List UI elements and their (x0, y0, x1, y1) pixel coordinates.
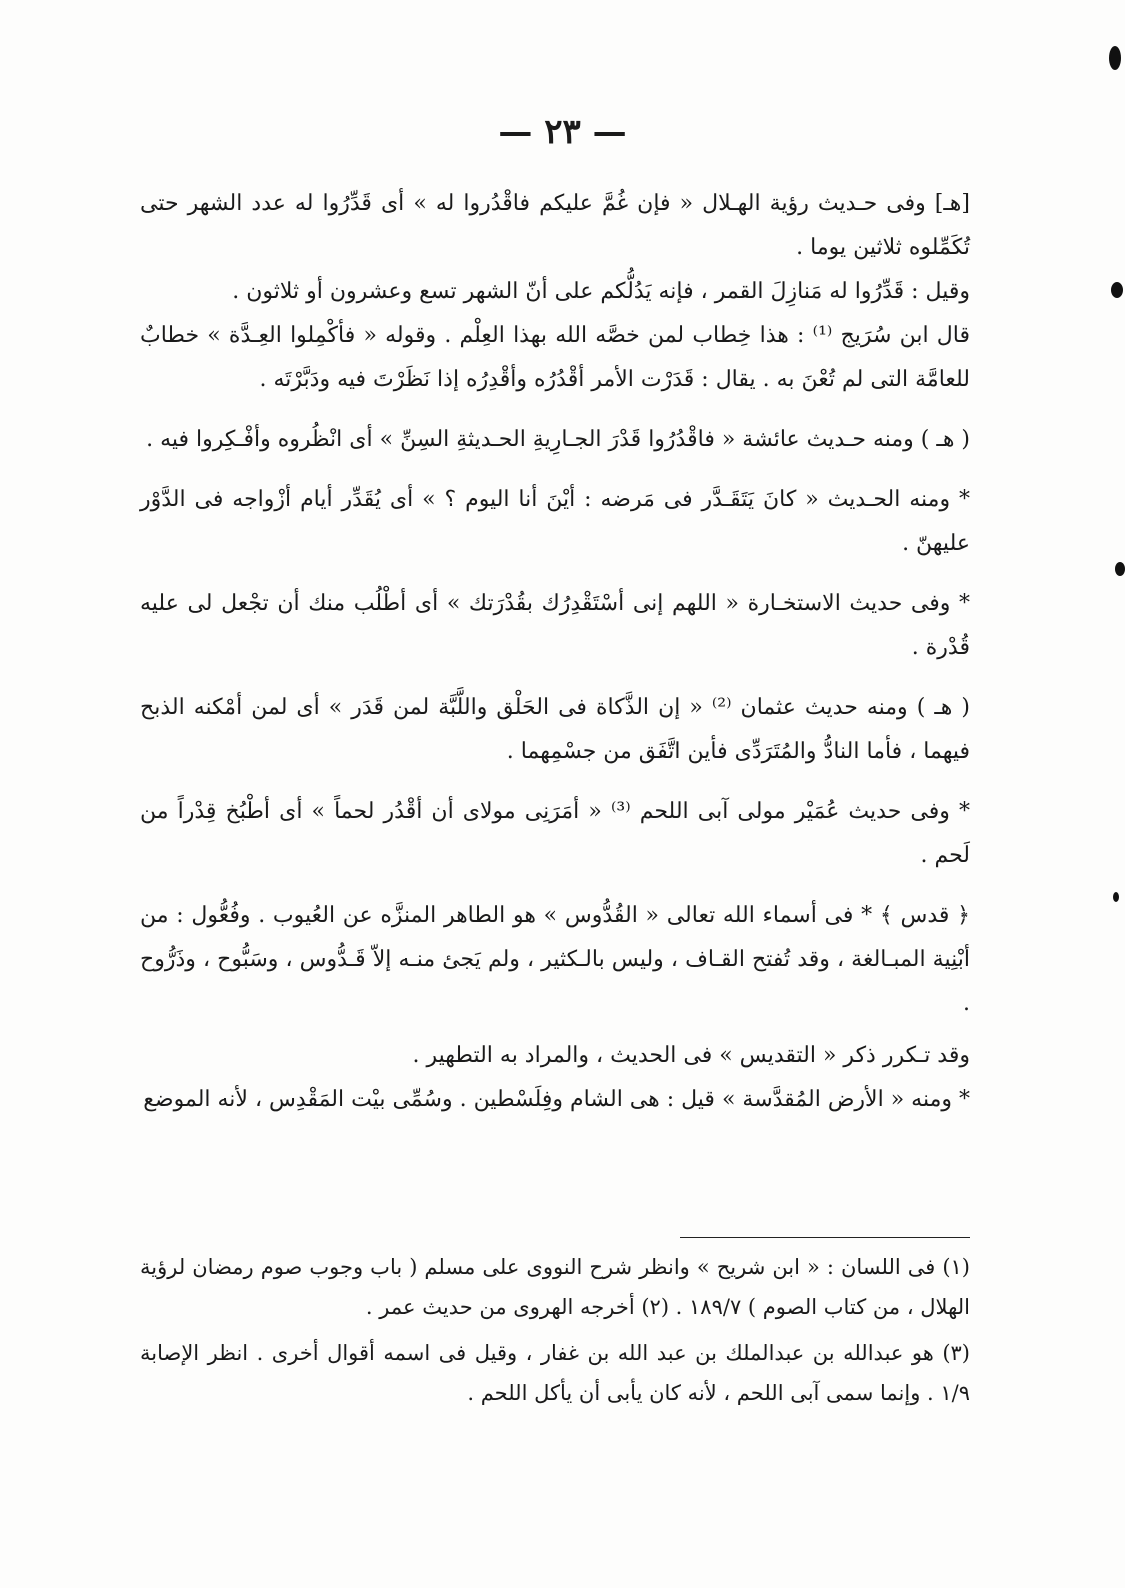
main-text (140, 182, 970, 1122)
paragraph-quddus: ﴿ قدس ﴾ * فى أسماء الله تعالى « القُدُّوس » هو الطاهر المنزَّه عن العُيوب . وفُعُّول : من أبْنِية المبـالغة ، وقد تُفتح القـاف ، وليس بالـكثير ، ولم يَجئ منـه إلاّ قَـدُّوس ، وسَبُّوح ، وذَرُّوح . (140, 903, 970, 1016)
margin-dot (1113, 892, 1119, 902)
footnote-3: (٣) هو عبدالله بن عبدالملك بن عبد الله بن غفار ، وقيل فى اسمه أقوال أخرى . انظر الإصابة ١/٩ . وإنما سمى آبى اللحم ، لأنه كان يأبى أن يأكل اللحم . (140, 1341, 970, 1405)
paragraph-taqdis: وقد تـكرر ذكر « التقديس » فى الحديث ، والمراد به التطهير . (412, 1043, 970, 1068)
margin-dot (1109, 46, 1121, 70)
page-number: — ٢٣ — (498, 112, 627, 152)
paragraph-istikhara: * وفى حديث الاستخـارة « اللهم إنى أسْتَقْدِرُك بقُدْرَتك » أى أطْلُب منك أن تجْعل لى عليه قُدْرة . (140, 591, 970, 660)
paragraph-umayr: * وفى حديث عُمَيْر مولى آبى اللحم ⁽³⁾ « أمَرَنِى مولاى أن أقْدُر لحماً » أى أطْبُخ قِدْراً من لَحم . (140, 799, 970, 868)
margin-dot (1115, 562, 1125, 576)
footnote-divider (680, 1237, 970, 1238)
paragraph-aisha: ( هـ ) ومنه حـديث عائشة « فاقْدُرُوا قَدْرَ الجـارِيةِ الحـديثةِ السِنِّ » أى انْظُروه وأفْـكِروا فيه . (146, 427, 970, 452)
footnotes (140, 1247, 970, 1419)
paragraph-yataqaddar: * ومنه الحـديث « كانَ يَتَقَـدَّر فى مَرضه : أيْنَ أنا اليوم ؟ » أى يُقَدِّر أيام أزْواجه فى الدَّوْر عليهنّ . (140, 487, 970, 556)
paragraph-ibn-surayj: قال ابن سُرَيج ⁽¹⁾ : هذا خِطاب لمن خصَّه الله بهذا العِلْم . وقوله « فأكْمِلوا العِـدَّة » خطابٌ للعامَّة التى لم تُعْنَ به . يقال : قَدَرْت الأمر أقْدُرُه وأقْدِرُه إذا نَظَرْتَ فيه ودَبَّرْتَه . (140, 323, 970, 392)
paragraph-uthman: ( هـ ) ومنه حديث عثمان ⁽²⁾ « إن الذَّكاة فى الحَلْق واللَّبَّة لمن قَدَر » أى لمن أمْكنه الذبح فيهما ، فأما النادُّ والمُتَرَدِّى فأين اتَّفَق من جسْمِهما . (140, 695, 970, 764)
margin-dot (1111, 282, 1123, 298)
paragraph-manazil: وقيل : قَدِّرُوا له مَنازِلَ القمر ، فإنه يَدُلُّكم على أنّ الشهر تسع وعشرون أو ثلاثون . (232, 279, 970, 304)
paragraph-ard-muqaddasa: * ومنه « الأرض المُقدَّسة » قيل : هى الشام وفِلَسْطين . وسُمِّى بيْت المَقْدِس ، لأنه الموضع (143, 1087, 970, 1112)
paragraph-hilal: [هـ] وفى حـديث رؤية الهـلال « فإن غُمَّ عليكم فاقْدُروا له » أى قَدِّرُوا له عدد الشهر حتى تُكَمِّلوه ثلاثين يوما . (140, 191, 970, 260)
footnote-1-2: (١) فى اللسان : « ابن شريح » وانظر شرح النووى على مسلم ( باب وجوب صوم رمضان لرؤية الهلال ، من كتاب الصوم ) ١٨٩/٧ . (٢) أخرجه الهروى من حديث عمر . (140, 1255, 970, 1319)
